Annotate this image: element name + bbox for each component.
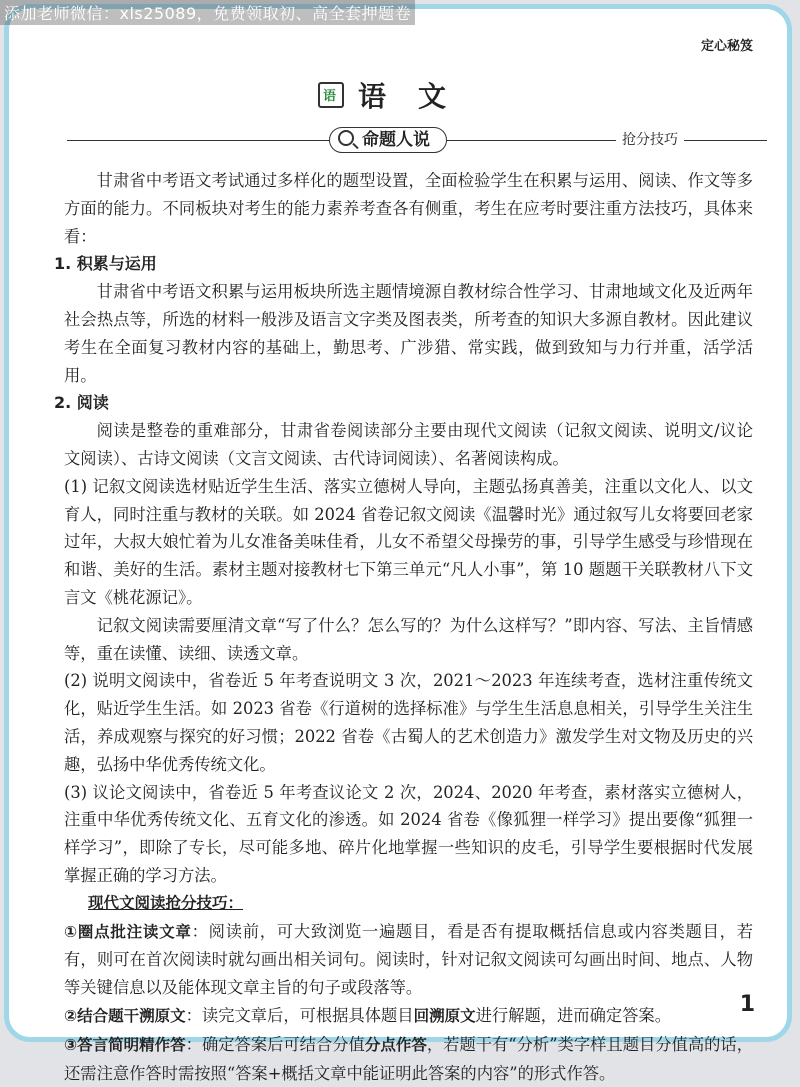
tip3-bold: 分点作答 xyxy=(364,1035,427,1054)
intro-paragraph: 甘肃省中考语文考试通过多样化的题型设置，全面检验学生在积累与运用、阅读、作文等多方面的能力。不同板块对考生的能力素养考查各有侧重，考生在应考时要注重方法技巧，具体来看： xyxy=(64,171,753,246)
tip1-label: ①圈点批注读文章 xyxy=(64,922,192,941)
tip3 xyxy=(64,1031,753,1087)
tip3-text-b: ，若题干有“分析”类字样且题目分值高的话，还需注意作答时需按照“答案+概括文章中能证明此答案的内容”的形式作答。 xyxy=(64,1034,753,1083)
part2-item1b: 记叙文阅读需要厘清文章“写了什么？怎么写的？为什么这样写？”即内容、写法、主旨情感等，重在读懂、读细、读透文章。 xyxy=(64,615,753,663)
tips-heading: 现代文阅读抢分技巧： xyxy=(88,893,244,912)
part1-paragraph: 甘肃省中考语文积累与运用板块所选主题情境源自教材综合性学习、甘肃地域文化及近两年社会热点等，所选的材料一般涉及语言文字类及图表类，所考查的知识大多源自教材。因此建议考生在全面复习教材内容的基础上，勤思考、广涉猎、常实践，做到致知与力行并重，活学活用。 xyxy=(64,282,753,385)
tip2 xyxy=(64,1002,753,1031)
part2-item2: (2) 说明文阅读中，省卷近 5 年考查说明文 3 次，2021～2023 年连续考查，选材注重传统文化，贴近学生生活。如 2023 省卷《行道树的选择标准》与学生生活息息相关，引导学生关注生活，养成观察与探究的好习惯；2022 省卷《古蜀人的艺术创造力》激发学生对文物及历史的兴趣，弘扬中华优秀传统文化。 xyxy=(64,671,753,774)
tip1-text: ：阅读前，可大致浏览一遍题目，看是否有提取概括信息或内容类题目，若有，则可在首次阅读时就勾画出相关词句。阅读时，针对记叙文阅读可勾画出时间、地点、人物等关键信息以及能体现文章主旨的句子或段落等。 xyxy=(64,921,753,998)
heading-part1: 1. 积累与运用 xyxy=(54,254,157,274)
tip2-label: ②结合题干溯原文 xyxy=(64,1006,186,1025)
article-body xyxy=(54,167,753,1087)
tip2-bold: 回溯原文 xyxy=(413,1006,476,1025)
tip2-text-b: 进行解题，进而确定答案。 xyxy=(475,1005,671,1025)
section-pill: 命题人说 xyxy=(329,127,447,153)
title-text: 语文 xyxy=(357,80,478,113)
page-title xyxy=(9,75,787,115)
tip2-text-a: ：读完文章后，可根据具体题目 xyxy=(185,1005,414,1025)
part2-item1: (1) 记叙文阅读选材贴近学生生活、落实立德树人导向，主题弘扬真善美，注重以文化人、以文育人，同时注重与教材的关联。如 2024 省卷记叙文阅读《温馨时光》通过叙写儿女将要回老家过年，大叔大娘忙着为儿女准备美味佳肴，儿女不希望父母操劳的事，引导学生感受与珍惜现在和谐、美好的生活。素材主题对接教材七下第三单元“凡人小事”，第 10 题题干关联教材八下文言文《桃花源记》。 xyxy=(64,476,753,607)
subject-icon: 语 xyxy=(318,82,344,108)
header-tag: 定心秘笈 xyxy=(700,39,753,54)
magnifier-icon xyxy=(338,130,354,146)
tip3-label: ③答言简明精作答 xyxy=(64,1035,186,1054)
section-right-label: 抢分技巧 xyxy=(616,129,684,149)
watermark-banner: 添加老师微信：xls25089，免费领取初、高全套押题卷 xyxy=(0,0,415,25)
part2-paragraph: 阅读是整卷的重难部分，甘肃省卷阅读部分主要由现代文阅读（记叙文阅读、说明文/议论文阅读）、古诗文阅读（文言文阅读、古代诗词阅读）、名著阅读构成。 xyxy=(64,421,753,468)
part2-item3: (3) 议论文阅读中，省卷近 5 年考查议论文 2 次，2024、2020 年考查，素材落实立德树人，注重中华优秀传统文化、五育文化的渗透。如 2024 省卷《像狐狸一样学习》提出要像“狐狸一样学习”，即除了专长，尽可能多地、碎片化地掌握一些知识的皮毛，引导学生要根据时代发展掌握正确的学习方法。 xyxy=(64,782,753,885)
section-bar xyxy=(67,127,751,153)
heading-part2: 2. 阅读 xyxy=(54,393,109,413)
document-page xyxy=(4,4,792,1083)
tip3-text-a: ：确定答案后可结合分值 xyxy=(185,1034,365,1054)
tip1 xyxy=(64,918,753,1002)
page-number: 1 xyxy=(739,992,755,1017)
